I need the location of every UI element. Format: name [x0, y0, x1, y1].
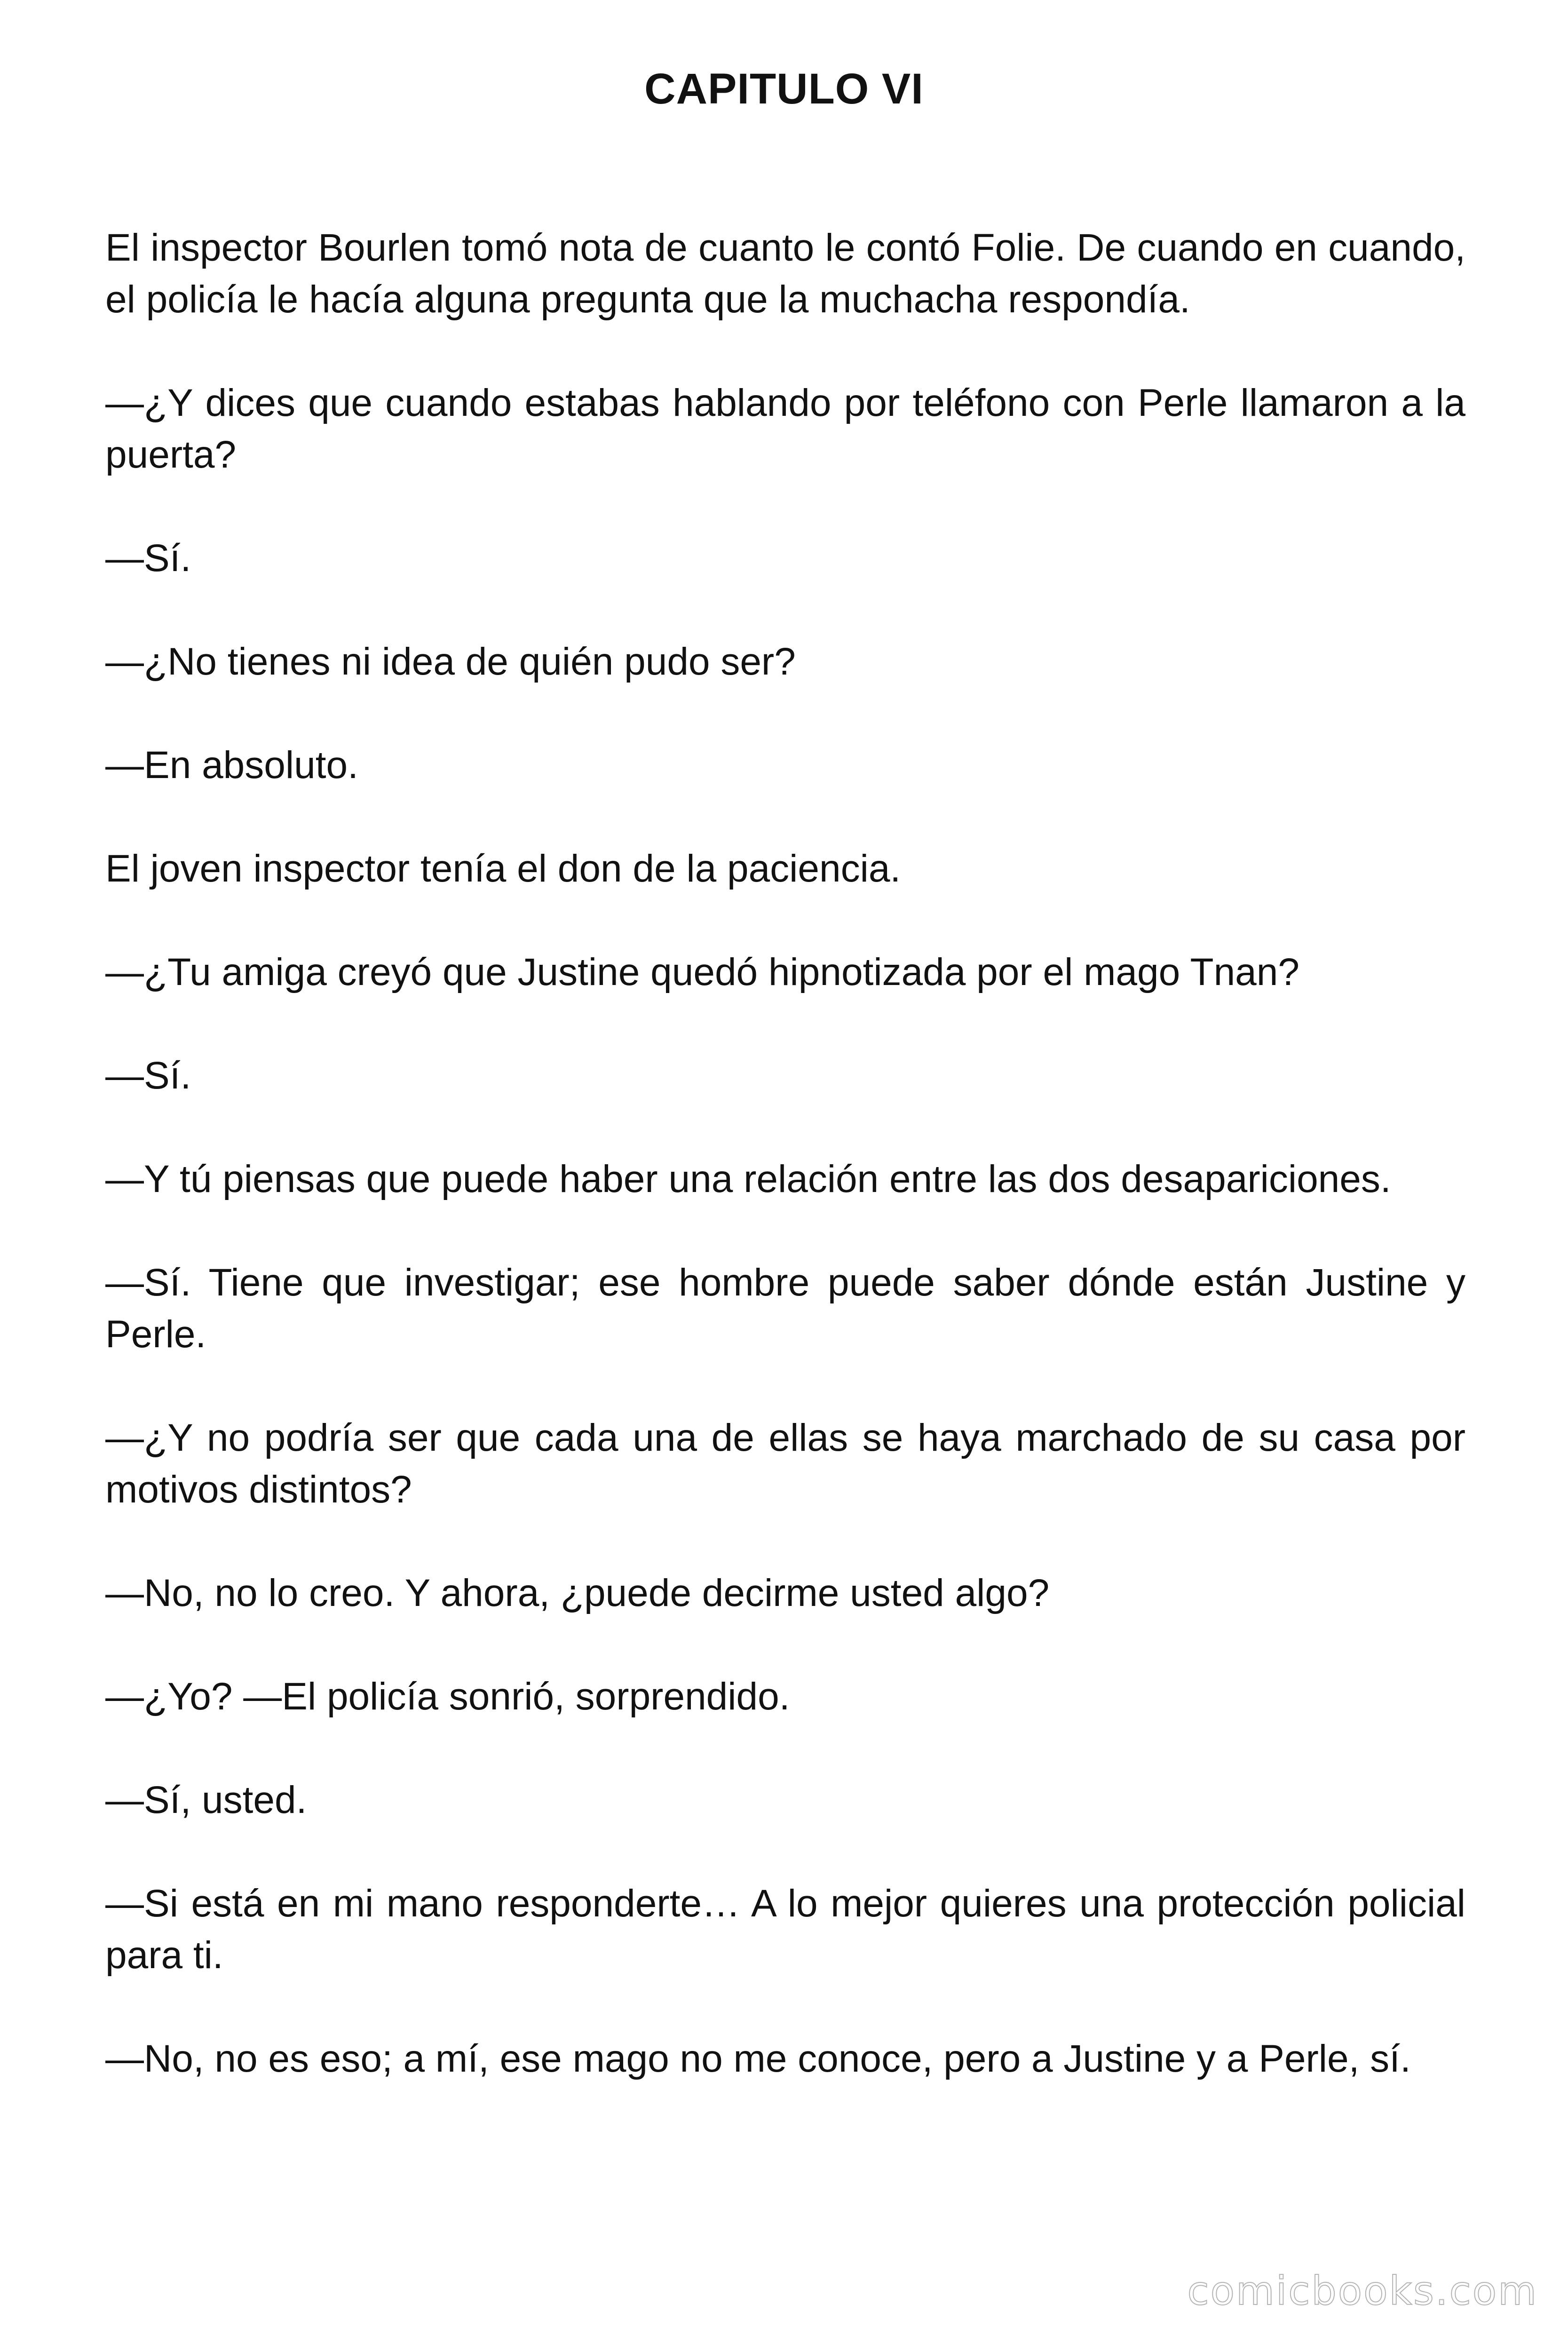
- paragraph: —¿No tienes ni idea de quién pudo ser?: [105, 640, 796, 683]
- paragraph: El joven inspector tenía el don de la paciencia.: [105, 847, 901, 890]
- paragraph: —¿Y dices que cuando estabas hablando por teléfono con Perle llamaron a la puerta?: [105, 381, 1465, 476]
- paragraph: —No, no es eso; a mí, ese mago no me conoce, pero a Justine y a Perle, sí.: [105, 2037, 1411, 2080]
- paragraph: —Sí.: [105, 537, 191, 580]
- paragraph: —Si está en mi mano responderte… A lo mejor quieres una protección policial para ti.: [105, 1882, 1465, 1977]
- chapter-title: CAPITULO VI: [644, 65, 924, 113]
- paragraph: El inspector Bourlen tomó nota de cuanto le contó Folie. De cuando en cuando, el policía le hacía alguna pregunta que la muchacha respondía.: [105, 226, 1465, 321]
- paragraph: —Y tú piensas que puede haber una relación entre las dos desapariciones.: [105, 1158, 1391, 1200]
- site-watermark: comicbooks.com: [1187, 2268, 1538, 2314]
- paragraph: —En absoluto.: [105, 744, 358, 787]
- chapter-body: [105, 222, 1465, 2137]
- paragraph: —¿Tu amiga creyó que Justine quedó hipnotizada por el mago Tnan?: [105, 951, 1299, 993]
- paragraph: —¿Y no podría ser que cada una de ellas se haya marchado de su casa por motivos distintos?: [105, 1416, 1465, 1511]
- paragraph: —Sí.: [105, 1054, 191, 1097]
- paragraph: —Sí. Tiene que investigar; ese hombre puede saber dónde están Justine y Perle.: [105, 1261, 1465, 1356]
- paragraph: —Sí, usted.: [105, 1779, 307, 1821]
- paragraph: —No, no lo creo. Y ahora, ¿puede decirme usted algo?: [105, 1572, 1050, 1614]
- paragraph: —¿Yo? —El policía sonrió, sorprendido.: [105, 1675, 790, 1718]
